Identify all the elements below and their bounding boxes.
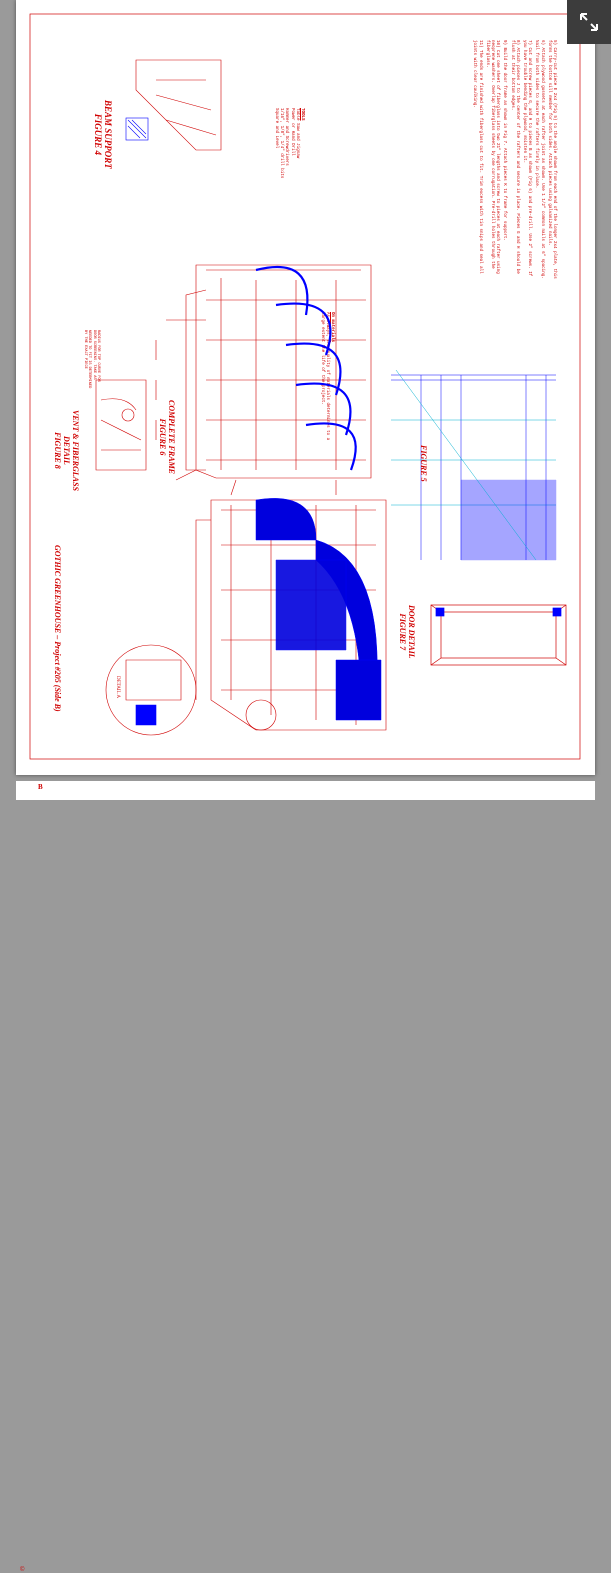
drawing-sheet [16, 0, 595, 775]
tool-item: Square and Level [273, 108, 278, 149]
complete-frame-label: COMPLETE FRAME FIGURE 6 [158, 400, 176, 475]
note-7: 7) Cut and screw pieces G, and H to pieces B as shown (Fig 6) and pre-drill. Use 2" screws. If you have trouble bending the plywood, moisten it. [521, 40, 532, 277]
figure-5-label: FIGURE 5 [419, 445, 428, 482]
beam-support-drawing [126, 60, 221, 150]
vent-detail-label: VENT & FIBERGLASS DETAIL FIGURE 8 [53, 410, 80, 491]
tool-item: 1/16", 1/8", 1/4" drill bits [279, 108, 284, 179]
note-6: 6) Attach plywood gussets at each rafter joint as shown. Use 1 1/2" common nails at 6" spacing. Nail from both sides to secure the rafters firmly in place. [534, 40, 544, 279]
materials-heading: On materials [330, 312, 334, 343]
detail-a-label: DETAIL A [115, 676, 120, 699]
note-9: 9) Build the door frame as shown in Fig 7. Attach pieces K to frame for support. [502, 40, 507, 242]
vent-detail-drawing [96, 380, 146, 470]
materials-text: As always, the quality of materials determines to a large extent the life of the project. [319, 312, 329, 441]
note-11: 11) The ends are finished with fiberglass cut to fit. Trim excess with tin snips and seal all joints with clear caulking. [472, 40, 482, 274]
drawing-title: GOTHIC GREENHOUSE – Project #205 (Side B) [53, 545, 62, 712]
expand-icon [580, 13, 598, 31]
figure-5-drawing [391, 370, 556, 560]
note-10: 10) Cut one sheet of fiberglass into two 21" lengths and screw to pieces at each rafter using neoprene washers. Overlap fiberglass sheets by one corrugation. Pre-drill holes through the fiberglass. [484, 40, 500, 274]
door-detail-drawing [431, 605, 566, 665]
next-page-sheet [16, 781, 595, 1573]
note-8: 8) Attach pieces J to the center of the rafters and secure in place. Pieces G and H should be flush at their bottom edges. [509, 40, 519, 274]
tool-item: Hammer and Screwdrivers [284, 108, 289, 166]
fiberglass-cover [256, 498, 381, 720]
door-detail-label: DOOR DETAIL FIGURE 7 [398, 605, 416, 659]
radius-note: RADIUS FOR TOP CURVE FOR DOOR SCREENING. TAKE AS NEEDED TO FIT IS DETERMINED BY THE EXACT PIECE [82, 330, 100, 389]
page-side-mark: B [38, 783, 43, 791]
rafter-arches-upper [256, 267, 356, 470]
beam-support-label: BEAM SUPPORT FIGURE 4 [93, 100, 113, 169]
tools-heading: TOOLS [300, 108, 304, 121]
tool-item: Power or Hand Drill [289, 108, 294, 156]
note-5: 5) Carry-cut piece E 2x4 (Fig 5) to the angle shown from each end of the longer 2x4 plate, this forms the bottom sill member for both sides. Attach pieces using galvanized nails. [546, 40, 556, 279]
fullscreen-button[interactable] [567, 0, 611, 44]
copyright-mark: © [20, 1567, 25, 1573]
tool-item: Table Saw and Jigsaw [294, 108, 299, 159]
